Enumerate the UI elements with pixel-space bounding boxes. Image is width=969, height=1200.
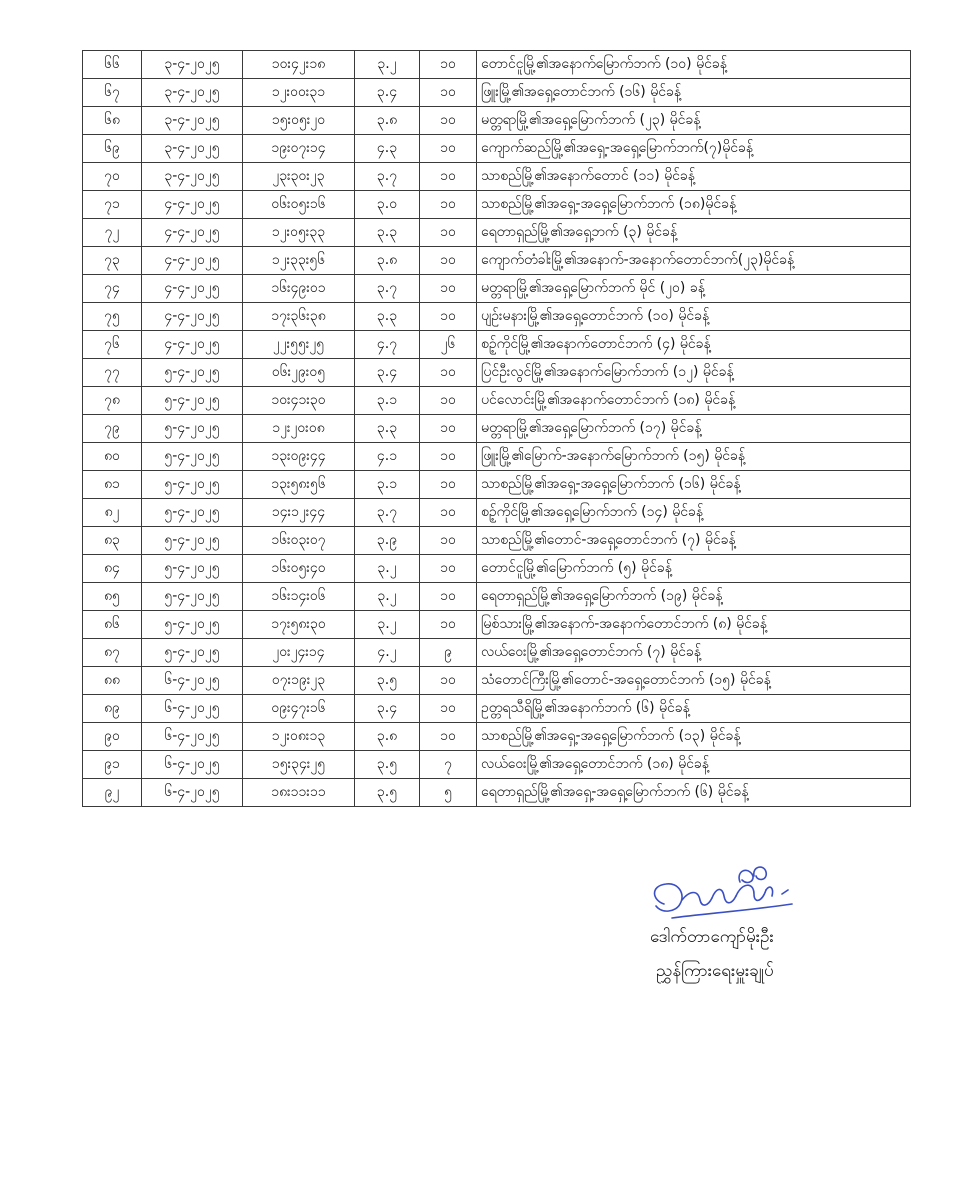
table-row [83, 107, 911, 135]
cell-location: ဖြူးမြို့၏အရှေ့တောင်ဘက် (၁၆) မိုင်ခန့် [477, 79, 911, 107]
cell-number: ၇၆ [83, 331, 142, 359]
cell-time: ၀၆း၂၉း၀၅ [243, 359, 355, 387]
cell-magnitude: ၃.၂ [355, 51, 420, 79]
cell-depth: ၉ [420, 639, 477, 667]
cell-date: ၄-၄-၂၀၂၅ [142, 247, 243, 275]
cell-location: စဉ့်ကိုင်မြို့၏အရှေ့မြောက်ဘက် (၁၄) မိုင်ခန့် [477, 499, 911, 527]
table-row [83, 695, 911, 723]
cell-magnitude: ၃.၃ [355, 303, 420, 331]
cell-location: လယ်ဝေးမြို့၏အရှေ့တောင်ဘက် (၁၈) မိုင်ခန့် [477, 751, 911, 779]
cell-date: ၅-၄-၂၀၂၅ [142, 443, 243, 471]
cell-location: ကျောက်ဆည်မြို့၏အရှေ့-အရှေ့မြောက်ဘက်(၇)မိုင်ခန့် [477, 135, 911, 163]
table-row [83, 331, 911, 359]
cell-depth: ၁၀ [420, 359, 477, 387]
cell-location: လယ်ဝေးမြို့၏အရှေ့တောင်ဘက် (၇) မိုင်ခန့် [477, 639, 911, 667]
cell-date: ၅-၄-၂၀၂၅ [142, 415, 243, 443]
cell-magnitude: ၃.၉ [355, 527, 420, 555]
cell-location: ရေတာရှည်မြို့၏အရှေ့ဘက် (၃) မိုင်ခန့် [477, 219, 911, 247]
cell-magnitude: ၃.၃ [355, 219, 420, 247]
table-row [83, 219, 911, 247]
cell-number: ၇၃ [83, 247, 142, 275]
cell-magnitude: ၃.၅ [355, 667, 420, 695]
cell-time: ၁၀း၄၁း၃၀ [243, 387, 355, 415]
cell-depth: ၇ [420, 751, 477, 779]
table-row [83, 583, 911, 611]
cell-date: ၄-၄-၂၀၂၅ [142, 331, 243, 359]
cell-location: သာစည်မြို့၏အရှေ့-အရှေ့မြောက်ဘက် (၁၈)မိုင်ခန့် [477, 191, 911, 219]
cell-number: ၆၆ [83, 51, 142, 79]
cell-time: ၁၉း၀၇း၁၄ [243, 135, 355, 163]
cell-depth: ၁၀ [420, 443, 477, 471]
table-row [83, 415, 911, 443]
cell-number: ၇၁ [83, 191, 142, 219]
table-row [83, 779, 911, 807]
cell-date: ၄-၄-၂၀၂၅ [142, 303, 243, 331]
cell-number: ၇၉ [83, 415, 142, 443]
table-row [83, 555, 911, 583]
cell-number: ၆၇ [83, 79, 142, 107]
cell-magnitude: ၃.၇ [355, 163, 420, 191]
cell-time: ၁၅း၃၄း၂၅ [243, 751, 355, 779]
cell-time: ၁၂း၀၈း၁၃ [243, 723, 355, 751]
cell-location: ပျဉ်းမနားမြို့၏အရှေ့တောင်ဘက် (၁၀) မိုင်ခန့် [477, 303, 911, 331]
cell-number: ၈၄ [83, 555, 142, 583]
cell-date: ၅-၄-၂၀၂၅ [142, 471, 243, 499]
cell-location: ပြင်ဦးလွင်မြို့၏အနောက်မြောက်ဘက် (၁၂) မိုင်ခန့် [477, 359, 911, 387]
cell-number: ၈၇ [83, 639, 142, 667]
cell-time: ၂၃း၃၀း၂၃ [243, 163, 355, 191]
table-row [83, 723, 911, 751]
cell-time: ၁၃း၀၉း၄၄ [243, 443, 355, 471]
table-body [83, 51, 911, 807]
cell-date: ၅-၄-၂၀၂၅ [142, 555, 243, 583]
cell-location: ရေတာရှည်မြို့၏အရှေ့-အရှေ့မြောက်ဘက် (၆) မိုင်ခန့် [477, 779, 911, 807]
cell-time: ၁၄း၁၂း၄၄ [243, 499, 355, 527]
cell-time: ၁၆း၄၉း၀၁ [243, 275, 355, 303]
cell-number: ၈၆ [83, 611, 142, 639]
table-row [83, 499, 911, 527]
cell-number: ၆၈ [83, 107, 142, 135]
cell-location: မြစ်သားမြို့၏အနောက်-အနောက်တောင်ဘက် (၈) မိုင်ခန့် [477, 611, 911, 639]
cell-depth: ၁၀ [420, 611, 477, 639]
cell-date: ၃-၄-၂၀၂၅ [142, 107, 243, 135]
cell-depth: ၁၀ [420, 415, 477, 443]
cell-depth: ၅ [420, 779, 477, 807]
cell-depth: ၁၀ [420, 471, 477, 499]
cell-magnitude: ၃.၄ [355, 79, 420, 107]
cell-depth: ၁၀ [420, 555, 477, 583]
table-row [83, 303, 911, 331]
cell-number: ၈၀ [83, 443, 142, 471]
cell-location: သာစည်မြို့၏တောင်-အရှေ့တောင်ဘက် (၇) မိုင်ခန့် [477, 527, 911, 555]
cell-date: ၄-၄-၂၀၂၅ [142, 275, 243, 303]
cell-depth: ၁၀ [420, 51, 477, 79]
cell-depth: ၁၀ [420, 667, 477, 695]
cell-depth: ၁၀ [420, 583, 477, 611]
cell-time: ၁၂း၃၃း၅၆ [243, 247, 355, 275]
cell-depth: ၁၀ [420, 107, 477, 135]
table-row [83, 247, 911, 275]
cell-location: သာစည်မြို့၏အရှေ့-အရှေ့မြောက်ဘက် (၁၃) မိုင်ခန့် [477, 723, 911, 751]
cell-magnitude: ၃.၄ [355, 359, 420, 387]
cell-depth: ၁၀ [420, 695, 477, 723]
cell-time: ၁၇း၃၆း၃၈ [243, 303, 355, 331]
cell-location: ကျောက်တံခါးမြို့၏အနောက်-အနောက်တောင်ဘက်(၂၃)မိုင်ခန့် [477, 247, 911, 275]
cell-date: ၆-၄-၂၀၂၅ [142, 667, 243, 695]
cell-location: မတ္တရာမြို့၏အရှေ့မြောက်ဘက် (၁၇) မိုင်ခန့် [477, 415, 911, 443]
cell-depth: ၁၀ [420, 303, 477, 331]
cell-location: ဥတ္တရသီရိမြို့၏အနောက်ဘက် (၆) မိုင်ခန့် [477, 695, 911, 723]
cell-date: ၆-၄-၂၀၂၅ [142, 695, 243, 723]
cell-time: ၀၇း၁၉း၂၃ [243, 667, 355, 695]
cell-date: ၆-၄-၂၀၂၅ [142, 751, 243, 779]
cell-magnitude: ၃.၀ [355, 191, 420, 219]
cell-magnitude: ၄.၃ [355, 135, 420, 163]
cell-magnitude: ၃.၃ [355, 415, 420, 443]
cell-depth: ၁၀ [420, 163, 477, 191]
cell-location: မတ္တရာမြို့၏အရှေ့မြောက်ဘက် မိုင် (၂၀) ခန့် [477, 275, 911, 303]
cell-date: ၅-၄-၂၀၂၅ [142, 611, 243, 639]
cell-number: ၇၄ [83, 275, 142, 303]
cell-date: ၆-၄-၂၀၂၅ [142, 779, 243, 807]
cell-magnitude: ၃.၂ [355, 611, 420, 639]
signatory-name: ဒေါက်တာကျော်မိုးဦး [650, 927, 774, 947]
cell-depth: ၁၀ [420, 191, 477, 219]
cell-date: ၅-၄-၂၀၂၅ [142, 639, 243, 667]
cell-number: ၉၂ [83, 779, 142, 807]
cell-location: ရေတာရှည်မြို့၏အရှေ့မြောက်ဘက် (၁၉) မိုင်ခန့် [477, 583, 911, 611]
cell-time: ၀၆း၀၅း၁၆ [243, 191, 355, 219]
cell-number: ၇၅ [83, 303, 142, 331]
cell-magnitude: ၄.၁ [355, 443, 420, 471]
cell-date: ၅-၄-၂၀၂၅ [142, 499, 243, 527]
handwritten-signature [642, 860, 802, 932]
table-row [83, 135, 911, 163]
table-row [83, 639, 911, 667]
table-row [83, 751, 911, 779]
cell-depth: ၁၀ [420, 499, 477, 527]
cell-date: ၃-၄-၂၀၂၅ [142, 135, 243, 163]
table-row [83, 387, 911, 415]
cell-magnitude: ၃.၈ [355, 723, 420, 751]
cell-date: ၅-၄-၂၀၂၅ [142, 527, 243, 555]
cell-magnitude: ၃.၄ [355, 695, 420, 723]
cell-depth: ၁၀ [420, 219, 477, 247]
table-row [83, 527, 911, 555]
cell-date: ၄-၄-၂၀၂၅ [142, 191, 243, 219]
cell-magnitude: ၄.၇ [355, 331, 420, 359]
cell-location: ပင်လောင်းမြို့၏အနောက်တောင်ဘက် (၁၈) မိုင်ခန့် [477, 387, 911, 415]
cell-time: ၁၇း၅၈း၃၀ [243, 611, 355, 639]
cell-number: ၈၉ [83, 695, 142, 723]
cell-magnitude: ၃.၈ [355, 247, 420, 275]
cell-depth: ၂၆ [420, 331, 477, 359]
cell-number: ၈၅ [83, 583, 142, 611]
table-row [83, 275, 911, 303]
table-row [83, 51, 911, 79]
cell-magnitude: ၄.၂ [355, 639, 420, 667]
cell-location: သံတောင်ကြီးမြို့၏တောင်-အရှေ့တောင်ဘက် (၁၅) မိုင်ခန့် [477, 667, 911, 695]
cell-depth: ၁၀ [420, 135, 477, 163]
cell-magnitude: ၃.၇ [355, 499, 420, 527]
table-row [83, 191, 911, 219]
cell-time: ၁၆း၀၃း၀၇ [243, 527, 355, 555]
cell-time: ၁၀း၄၂း၁၈ [243, 51, 355, 79]
cell-date: ၅-၄-၂၀၂၅ [142, 387, 243, 415]
cell-time: ၂၀း၂၄း၁၄ [243, 639, 355, 667]
cell-time: ၁၂း၀၀း၃၁ [243, 79, 355, 107]
cell-magnitude: ၃.၇ [355, 275, 420, 303]
cell-time: ၁၅း၀၅း၂၀ [243, 107, 355, 135]
cell-number: ၇၀ [83, 163, 142, 191]
cell-time: ၂၂း၅၅း၂၅ [243, 331, 355, 359]
cell-date: ၃-၄-၂၀၂၅ [142, 163, 243, 191]
cell-magnitude: ၃.၂ [355, 555, 420, 583]
cell-magnitude: ၃.၂ [355, 583, 420, 611]
cell-time: ၀၉း၄၇း၁၆ [243, 695, 355, 723]
cell-number: ၉၁ [83, 751, 142, 779]
cell-number: ၇၈ [83, 387, 142, 415]
cell-date: ၆-၄-၂၀၂၅ [142, 723, 243, 751]
cell-number: ၈၁ [83, 471, 142, 499]
cell-date: ၃-၄-၂၀၂၅ [142, 79, 243, 107]
cell-depth: ၁၀ [420, 275, 477, 303]
cell-location: ဖြူးမြို့၏မြောက်-အနောက်မြောက်ဘက် (၁၅) မိုင်ခန့် [477, 443, 911, 471]
cell-number: ၈၃ [83, 527, 142, 555]
table-row [83, 79, 911, 107]
cell-number: ၈၈ [83, 667, 142, 695]
cell-depth: ၁၀ [420, 527, 477, 555]
table-row [83, 611, 911, 639]
cell-depth: ၁၀ [420, 387, 477, 415]
cell-time: ၁၈း၁၁း၁၁ [243, 779, 355, 807]
cell-depth: ၁၀ [420, 79, 477, 107]
cell-location: သာစည်မြို့၏အရှေ့-အရှေ့မြောက်ဘက် (၁၆) မိုင်ခန့် [477, 471, 911, 499]
cell-location: တောင်ငူမြို့၏မြောက်ဘက် (၅) မိုင်ခန့် [477, 555, 911, 583]
cell-time: ၁၂း၀၅း၃၃ [243, 219, 355, 247]
cell-time: ၁၂း၂၀း၀၈ [243, 415, 355, 443]
table-row [83, 163, 911, 191]
table-row [83, 359, 911, 387]
cell-magnitude: ၃.၅ [355, 779, 420, 807]
cell-time: ၁၆း၁၄း၀၆ [243, 583, 355, 611]
cell-magnitude: ၃.၈ [355, 107, 420, 135]
earthquake-table [82, 50, 911, 807]
cell-time: ၁၆း၀၅း၄၀ [243, 555, 355, 583]
table-row [83, 667, 911, 695]
cell-depth: ၁၀ [420, 247, 477, 275]
table-row [83, 443, 911, 471]
cell-date: ၅-၄-၂၀၂၅ [142, 359, 243, 387]
signature-block [600, 860, 900, 1000]
cell-location: သာစည်မြို့၏အနောက်တောင် (၁၁) မိုင်ခန့် [477, 163, 911, 191]
cell-time: ၁၃း၅၈း၅၆ [243, 471, 355, 499]
cell-magnitude: ၃.၁ [355, 471, 420, 499]
cell-number: ၇၇ [83, 359, 142, 387]
cell-depth: ၁၀ [420, 723, 477, 751]
cell-number: ၈၂ [83, 499, 142, 527]
cell-date: ၄-၄-၂၀၂၅ [142, 219, 243, 247]
cell-location: မတ္တရာမြို့၏အရှေ့မြောက်ဘက် (၂၃) မိုင်ခန့် [477, 107, 911, 135]
cell-date: ၃-၄-၂၀၂၅ [142, 51, 243, 79]
cell-number: ၉၀ [83, 723, 142, 751]
cell-magnitude: ၃.၅ [355, 751, 420, 779]
signatory-title: ညွှန်ကြားရေးမှူးချုပ် [656, 961, 774, 981]
cell-number: ၇၂ [83, 219, 142, 247]
cell-number: ၆၉ [83, 135, 142, 163]
table-row [83, 471, 911, 499]
cell-location: စဉ့်ကိုင်မြို့၏အနောက်တောင်ဘက် (၄) မိုင်ခန့် [477, 331, 911, 359]
cell-date: ၅-၄-၂၀၂၅ [142, 583, 243, 611]
cell-location: တောင်ငူမြို့၏အနောက်မြောက်ဘက် (၁၀) မိုင်ခန့် [477, 51, 911, 79]
cell-magnitude: ၃.၁ [355, 387, 420, 415]
